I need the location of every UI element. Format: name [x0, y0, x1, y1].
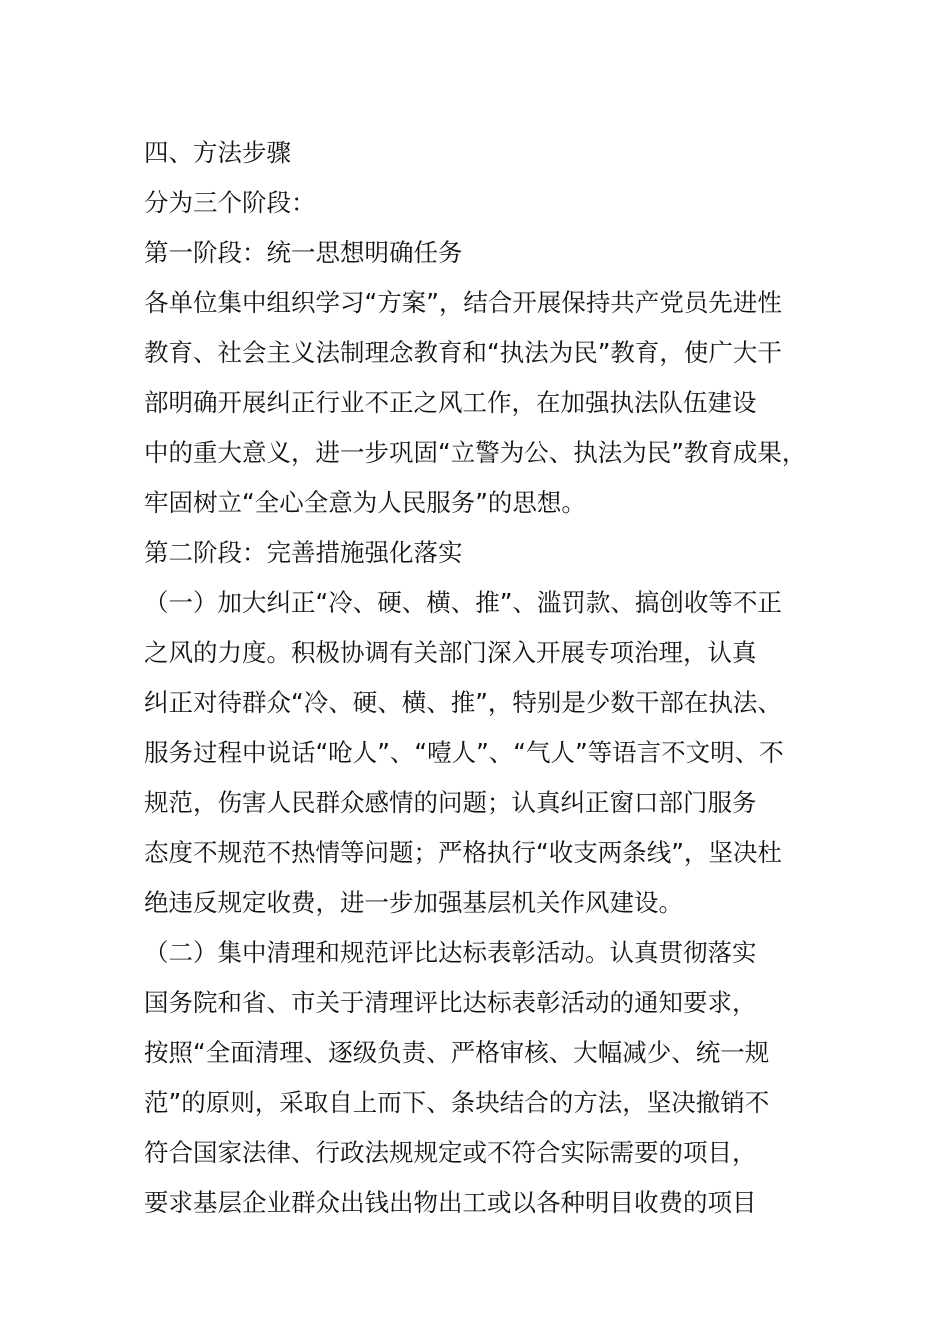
paragraph-line: 部明确开展纠正行业不正之风工作，在加强执法队伍建设 — [144, 388, 757, 417]
paragraph-line: （二）集中清理和规范评比达标表彰活动。认真贯彻落实 — [144, 938, 757, 967]
stage-heading: 第一阶段：统一思想明确任务 — [144, 238, 463, 267]
paragraph-line: 之风的力度。积极协调有关部门深入开展专项治理，认真 — [144, 638, 757, 667]
paragraph-line: 符合国家法律、行政法规规定或不符合实际需要的项目， — [144, 1138, 757, 1167]
paragraph-line: 范”的原则，采取自上而下、条块结合的方法，坚决撤销不 — [144, 1088, 770, 1117]
paragraph-line: 纠正对待群众“冷、硬、横、推”，特别是少数干部在执法、 — [144, 688, 782, 717]
paragraph-line: 服务过程中说话“呛人”、“噎人”、“气人”等语言不文明、不 — [144, 738, 784, 767]
paragraph-line: 态度不规范不热情等问题；严格执行“收支两条线”，坚决杜 — [144, 838, 782, 867]
paragraph-line: 分为三个阶段： — [144, 188, 316, 217]
document-body — [144, 128, 844, 1228]
paragraph-line: 各单位集中组织学习“方案”，结合开展保持共产党员先进性 — [144, 288, 782, 317]
section-heading: 四、方法步骤 — [144, 138, 291, 167]
paragraph-line: 教育、社会主义法制理念教育和“执法为民”教育，使广大干 — [144, 338, 782, 367]
paragraph-line: 绝违反规定收费，进一步加强基层机关作风建设。 — [144, 888, 683, 917]
paragraph-line: 规范，伤害人民群众感情的问题；认真纠正窗口部门服务 — [144, 788, 757, 817]
paragraph-line: 国务院和省、市关于清理评比达标表彰活动的通知要求， — [144, 988, 757, 1017]
paragraph-line: 要求基层企业群众出钱出物出工或以各种明目收费的项目 — [144, 1188, 757, 1217]
paragraph-line: 按照“全面清理、逐级负责、严格审核、大幅减少、统一规 — [144, 1038, 770, 1067]
paragraph-line: 牢固树立“全心全意为人民服务”的思想。 — [144, 488, 586, 517]
paragraph-line: 中的重大意义，进一步巩固“立警为公、执法为民”教育成果， — [144, 438, 807, 467]
stage-heading: 第二阶段：完善措施强化落实 — [144, 538, 463, 567]
paragraph-line: （一）加大纠正“冷、硬、横、推”、滥罚款、搞创收等不正 — [144, 588, 782, 617]
